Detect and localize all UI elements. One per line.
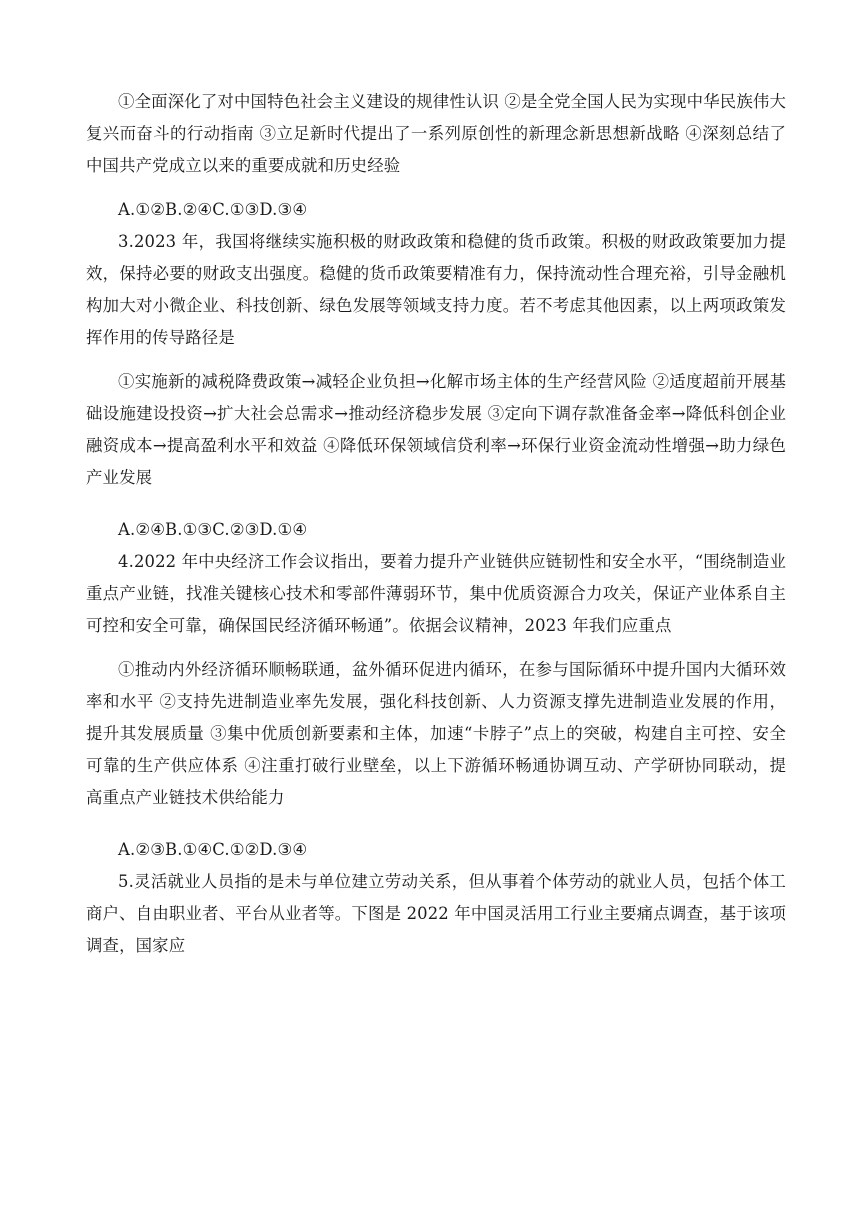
q2-choices: A.①②B.②④C.①③D.③④: [118, 200, 308, 219]
q4-stem: 4.2022 年中央经济工作会议指出，要着力提升产业链供应链韧性和安全水平，“围绕制造业重点产业链，找准关键核心技术和零部件薄弱环节，集中优质资源合力攻关，保证产业体系自主可控和安全可靠，确保国民经济循环畅通”。依据会议精神，2023 年我们应重点: [86, 552, 786, 635]
q3-stem: 3.2023 年，我国将继续实施积极的财政政策和稳健的货币政策。积极的财政政策要加力提效，保持必要的财政支出强度。稳健的货币政策要精准有力，保持流动性合理充裕，引导金融机构加大对小微企业、科技创新、绿色发展等领域支持力度。若不考虑其他因素，以上两项政策发挥作用的传导路径是: [86, 232, 786, 347]
q2-options-text: ①全面深化了对中国特色社会主义建设的规律性认识 ②是全党全国人民为实现中华民族伟大复兴而奋斗的行动指南 ③立足新时代提出了一系列原创性的新理念新思想新战略 ④深刻总结了中国共产党成立以来的重要成就和历史经验: [86, 92, 786, 175]
q3-options-text: ①实施新的减税降费政策→减轻企业负担→化解市场主体的生产经营风险 ②适度超前开展基础设施建设投资→扩大社会总需求→推动经济稳步发展 ③定向下调存款准备金率→降低科创企业融资成本→提高盈利水平和效益 ④降低环保领域信贷利率→环保行业资金流动性增强→助力绿色产业发展: [86, 372, 786, 487]
q4-choices: A.②③B.①④C.①②D.③④: [118, 840, 308, 859]
q3-choices: A.②④B.①③C.②③D.①④: [118, 520, 308, 539]
q4-options-text: ①推动内外经济循环顺畅联通，盆外循环促进内循环，在参与国际循环中提升国内大循环效率和水平 ②支持先进制造业率先发展，强化科技创新、人力资源支撑先进制造业发展的作用，提升其发展质量 ③集中优质创新要素和主体，加速“卡脖子”点上的突破，构建自主可控、安全可靠的生产供应体系 ④注重打破行业壁垒，以上下游循环畅通协调互动、产学研协同联动，提高重点产业链技术供给能力: [86, 660, 786, 807]
q5-stem: 5.灵活就业人员指的是未与单位建立劳动关系，但从事着个体劳动的就业人员，包括个体工商户、自由职业者、平台从业者等。下图是 2022 年中国灵活用工行业主要痛点调查，基于该项调查，国家应: [86, 872, 786, 955]
